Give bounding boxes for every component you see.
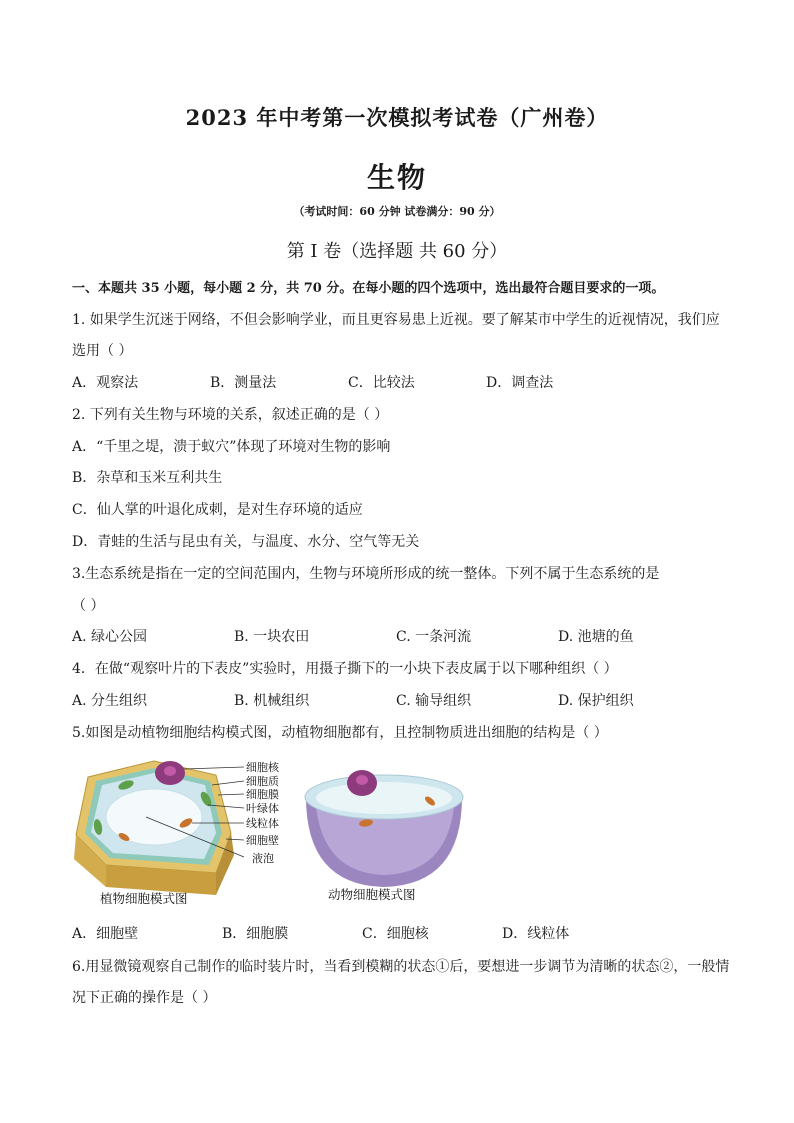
q3-option-c: C. 一条河流 <box>396 629 472 645</box>
q1-option-b: B．测量法 <box>210 375 277 391</box>
label-cell-membrane: 细胞膜 <box>246 788 279 801</box>
label-cytoplasm: 细胞质 <box>246 775 279 788</box>
q2-option-a: A．“千里之堤，溃于蚁穴”体现了环境对生物的影响 <box>72 439 391 455</box>
q4-option-c: C. 输导组织 <box>396 693 472 709</box>
label-vacuole: 液泡 <box>252 852 274 865</box>
q5-stem: 5.如图是动植物细胞结构模式图，动植物细胞都有，且控制物质进出细胞的结构是（ ） <box>72 725 608 741</box>
plant-nucleolus-shape <box>164 766 176 776</box>
q1-stem-line1: 1. 如果学生沉迷于网络，不但会影响学业，而且更容易患上近视。要了解某市中学生的近视情况，我们应 <box>72 312 720 328</box>
q1-stem-line2: 选用（ ） <box>72 343 133 359</box>
q4-option-a: A. 分生组织 <box>72 693 148 709</box>
label-cell-wall: 细胞壁 <box>246 834 279 847</box>
q2-option-c: C．仙人掌的叶退化成刺，是对生存环境的适应 <box>72 502 363 518</box>
q2-option-d: D．青蛙的生活与昆虫有关，与温度、水分、空气等无关 <box>72 534 420 550</box>
q3-option-d: D. 池塘的鱼 <box>558 629 634 645</box>
label-chloroplast: 叶绿体 <box>246 802 279 815</box>
q1-option-d: D．调查法 <box>486 375 554 391</box>
q4-option-d: D. 保护组织 <box>558 693 634 709</box>
q1-option-c: C．比较法 <box>348 375 415 391</box>
subject-title: 生物 <box>366 161 427 194</box>
q5-option-c: C．细胞核 <box>362 926 429 942</box>
animal-cytoplasm-light <box>316 782 452 814</box>
q6-stem-line1: 6.用显微镜观察自己制作的临时装片时，当看到模糊的状态①后，要想进一步调节为清晰的状态②，一般情 <box>72 959 730 975</box>
label-nucleus: 细胞核 <box>246 761 279 774</box>
q1-option-a: A．观察法 <box>72 375 139 391</box>
q5-option-d: D．线粒体 <box>502 926 570 942</box>
label-mitochondria: 线粒体 <box>246 817 279 830</box>
q4-stem: 4．在做“观察叶片的下表皮”实验时，用摄子撕下的一小块下表皮属于以下哪种组织（ ） <box>72 661 618 677</box>
section-heading: 第 I 卷（选择题 共 60 分） <box>286 241 508 262</box>
animal-cell-illustration <box>305 770 463 887</box>
q4-option-b: B. 机械组织 <box>234 693 310 709</box>
q3-stem-line1: 3.生态系统是指在一定的空间范围内，生物与环境所形成的统一整体。下列不属于生态系统的是 <box>72 566 660 582</box>
q3-option-b: B. 一块农田 <box>234 629 310 645</box>
plant-cell-illustration <box>74 761 234 895</box>
exam-meta: （考试时间：60 分钟 试卷满分：90 分） <box>293 205 501 218</box>
exam-title: 2023 年中考第一次模拟考试卷（广州卷） <box>185 105 609 130</box>
plant-cell-caption: 植物细胞模式图 <box>100 891 188 906</box>
q3-stem-line2: （ ） <box>72 598 105 614</box>
animal-nucleolus-shape <box>356 775 368 785</box>
q2-option-b: B．杂草和玉米互利共生 <box>72 470 223 486</box>
q5-option-a: A．细胞壁 <box>72 926 139 942</box>
q6-stem-line2: 况下正确的操作是（ ） <box>72 990 217 1006</box>
leader-membrane <box>218 794 244 795</box>
leader-nucleus <box>184 767 244 769</box>
animal-cell-caption: 动物细胞模式图 <box>328 887 416 902</box>
q2-stem: 2. 下列有关生物与环境的关系，叙述正确的是（ ） <box>72 407 389 423</box>
q3-option-a: A. 绿心公园 <box>72 629 148 645</box>
q5-option-b: B．细胞膜 <box>222 926 289 942</box>
section-instruction: 一、本题共 35 小题，每小题 2 分，共 70 分。在每小题的四个选项中，选出最符合题目要求的一项。 <box>72 281 665 296</box>
cell-structure-diagram <box>66 755 486 915</box>
